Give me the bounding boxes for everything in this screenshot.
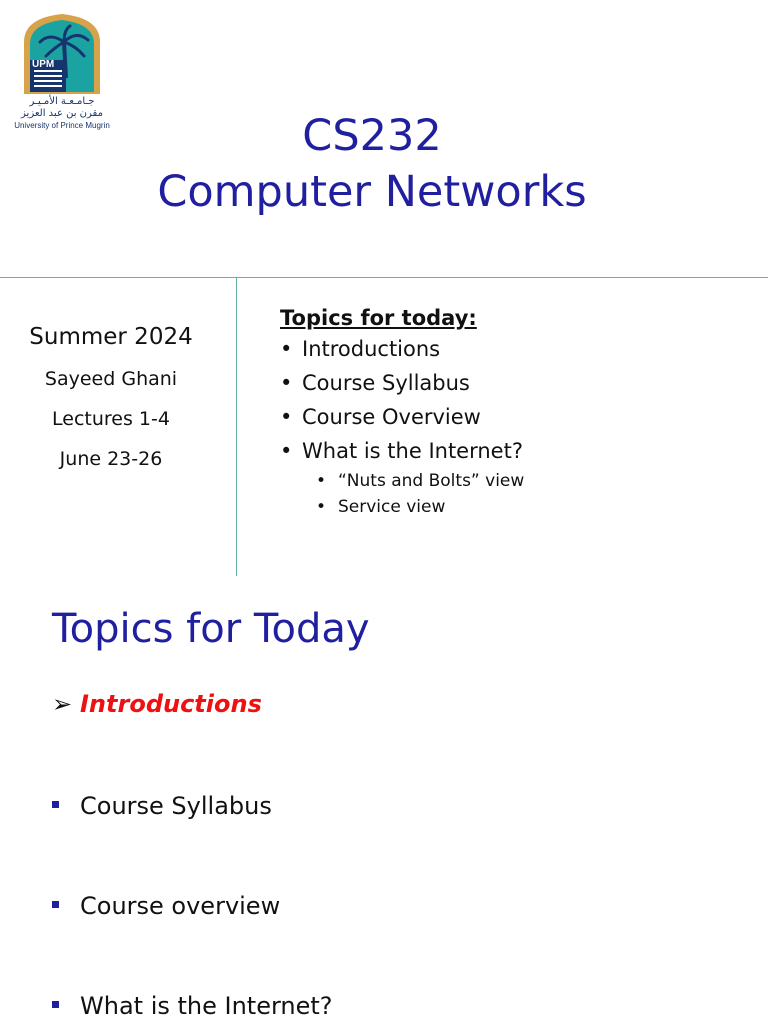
course-info: [0, 320, 222, 470]
course-name: Computer Networks: [157, 167, 587, 217]
topics-panel: [280, 306, 524, 520]
square-bullet-icon: [52, 901, 59, 908]
instructor-name: Sayeed Ghani: [44, 368, 178, 390]
subtopic-item: • “Nuts and Bolts” view: [280, 468, 524, 494]
topic-item: • What is the Internet?: [280, 434, 524, 468]
logo-arabic-line2: مقرن بن عبد العزيز: [21, 108, 103, 119]
logo-badge-text: UPM: [32, 59, 55, 70]
topic-item: • Course Overview: [280, 400, 524, 434]
square-bullet-icon: [52, 1001, 59, 1008]
agenda-item-label: Course overview: [80, 892, 281, 920]
topics-list: [280, 332, 524, 520]
agenda-item-syllabus: [52, 792, 272, 820]
agenda-item-internet: [52, 992, 333, 1020]
dates-label: June 23-26: [59, 448, 163, 470]
upm-emblem-icon: [14, 12, 110, 96]
agenda-item-label: Introductions: [80, 690, 262, 718]
agenda-item-overview: [52, 892, 280, 920]
agenda-item-introductions: [52, 690, 262, 718]
logo-english-name: University of Prince Mugrin: [14, 121, 110, 130]
agenda-item-label: Course Syllabus: [80, 792, 272, 820]
square-bullet-icon: [52, 801, 59, 808]
agenda-item-label: What is the Internet?: [80, 992, 333, 1020]
logo-arabic-line1: جـامـعـة الأمـيـر: [29, 96, 95, 107]
topic-item: • Course Syllabus: [280, 366, 524, 400]
vertical-divider: [236, 277, 237, 576]
subtopic-item: • Service view: [280, 494, 524, 520]
lectures-label: Lectures 1-4: [52, 408, 170, 430]
horizontal-divider: [0, 277, 768, 278]
topic-item: • Introductions: [280, 332, 524, 366]
arrow-bullet-icon: ➢: [52, 690, 73, 718]
slide-title: [0, 108, 744, 220]
term-label: Summer 2024: [29, 324, 193, 350]
course-code: CS232: [302, 111, 442, 161]
section-title: Topics for Today: [52, 606, 370, 652]
topics-heading: Topics for today:: [280, 306, 477, 330]
